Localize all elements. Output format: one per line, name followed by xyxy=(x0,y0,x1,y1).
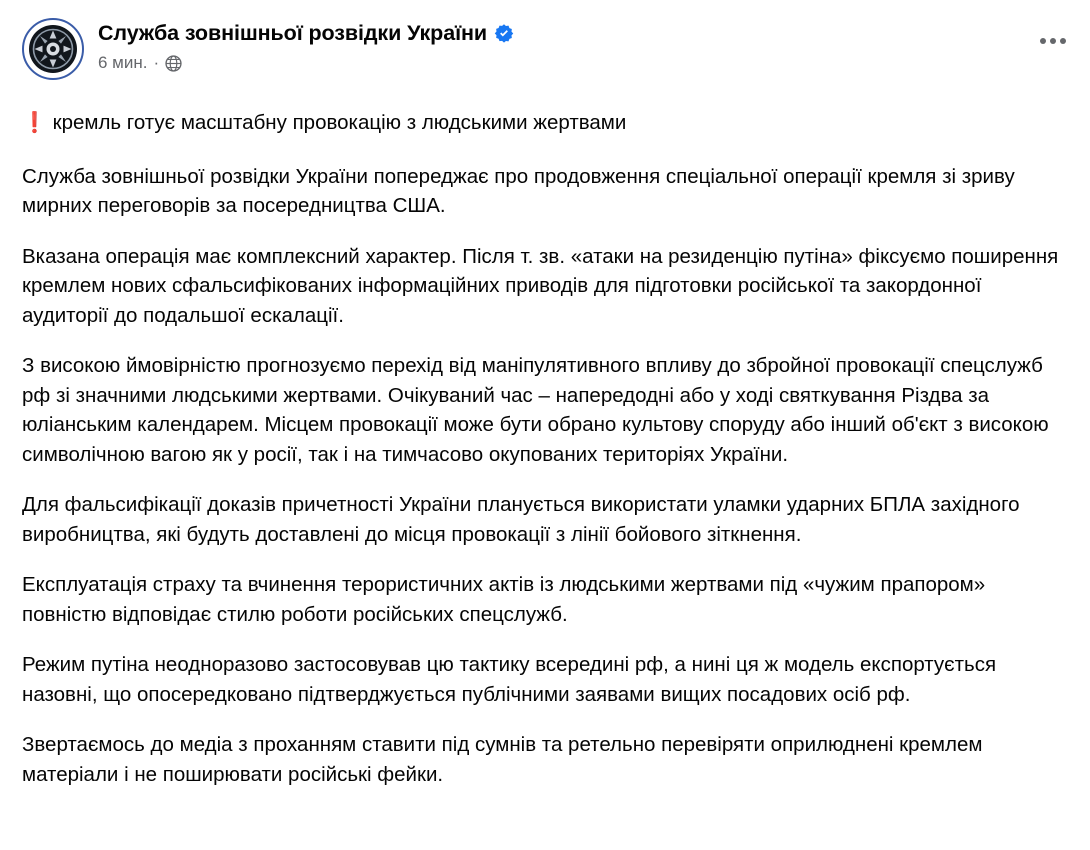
post-header-text xyxy=(98,16,514,73)
post-lead-text: кремль готує масштабну провокацію з людськими жертвами xyxy=(52,111,627,134)
more-options-icon[interactable] xyxy=(1040,38,1066,44)
post-paragraph: Режим путіна неодноразово застосовував цю тактику всередині рф, а нині ця ж модель експортується назовні, що опосередковано підтверджується публічними заявами вищих посадових осіб рф. xyxy=(22,653,997,706)
post-timestamp[interactable]: 6 мин. xyxy=(98,53,148,72)
warning-emoji-icon: ❗ xyxy=(22,112,47,134)
agency-emblem-icon xyxy=(28,24,78,74)
globe-icon[interactable] xyxy=(165,55,182,72)
dot-1 xyxy=(1040,38,1046,44)
post-paragraph: Звертаємось до медіа з проханням ставити під сумнів та ретельно перевіряти оприлюднені кремлем матеріали і не поширювати російські фейки. xyxy=(22,733,983,786)
author-row xyxy=(98,20,514,46)
meta-separator: · xyxy=(153,53,160,72)
post-paragraph: Для фальсифікації доказів причетності України планується використати уламки ударних БПЛА західного виробництва, які будуть доставлені до місця провокації з лінії бойового зіткнення. xyxy=(22,493,1020,546)
avatar[interactable] xyxy=(22,18,84,80)
post-paragraph: Служба зовнішньої розвідки України попереджає про продовження спеціальної операції кремля зі зриву мирних переговорів за посередництва США. xyxy=(22,164,1015,217)
page-name[interactable]: Служба зовнішньої розвідки України xyxy=(98,21,488,45)
verified-badge-icon xyxy=(494,23,514,43)
dot-3 xyxy=(1060,38,1066,44)
post-paragraph: Експлуатація страху та вчинення терористичних актів із людськими жертвами під «чужим прапором» повністю відповідає стилю роботи російських спецслужб. xyxy=(22,573,986,626)
post-header xyxy=(22,16,1068,88)
dot-2 xyxy=(1050,38,1056,44)
post-lead xyxy=(22,108,1068,139)
post-paragraph: Вказана операція має комплексний характер. Після т. зв. «атаки на резиденцію путіна» фіксуємо поширення кремлем нових сфальсифікованих інформаційних приводів для підготовки російської та закордонної аудиторії до подальшої ескалації. xyxy=(22,244,1059,327)
post-paragraph: З високою ймовірністю прогнозуємо перехід від маніпулятивного впливу до збройної провокації спецслужб рф зі значними людськими жертвами. Очікуваний час – напередодні або у ході святкування Різдва за юліанським календарем. Місцем провокації може бути обрано культову споруду або інший об'єкт з високою символічною вагою як у росії, так і на тимчасово окупованих територіях України. xyxy=(22,354,1049,466)
post-meta xyxy=(98,53,514,73)
post-body xyxy=(22,108,1068,789)
